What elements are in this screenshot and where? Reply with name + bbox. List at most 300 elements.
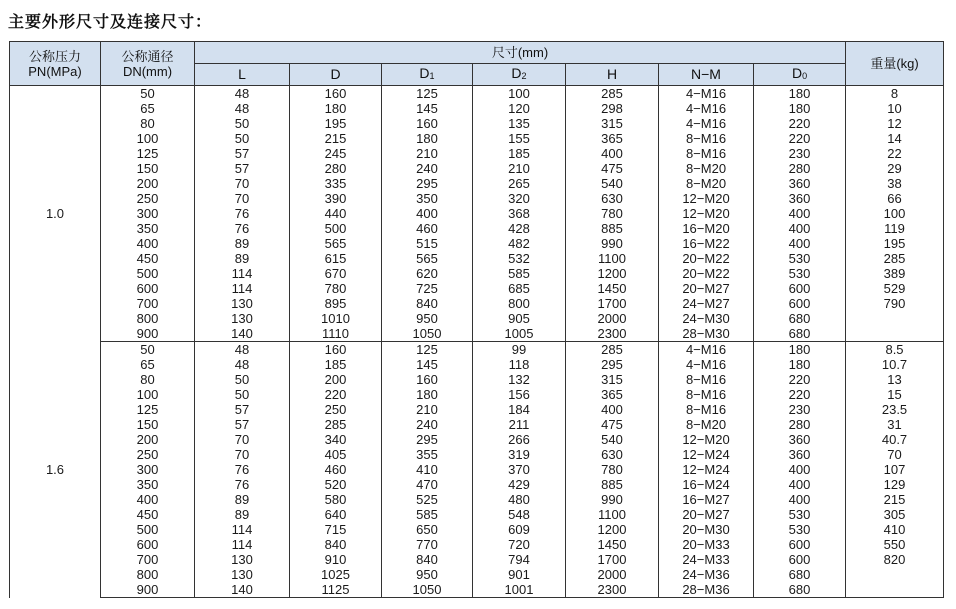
- table-cell: 130: [195, 552, 290, 567]
- table-cell: 130: [195, 296, 290, 311]
- table-cell: 365: [566, 131, 659, 146]
- table-cell: 360: [754, 191, 846, 206]
- table-cell: 295: [566, 357, 659, 372]
- table-cell: 428: [473, 221, 566, 236]
- table-cell: 8−M16: [659, 387, 754, 402]
- table-cell: 145: [382, 101, 473, 116]
- table-cell: 460: [382, 221, 473, 236]
- table-cell: 725: [382, 281, 473, 296]
- col-header-subscript: 2: [521, 70, 527, 81]
- table-cell: 185: [290, 357, 382, 372]
- table-cell: 565: [290, 236, 382, 251]
- table-cell: 400: [566, 402, 659, 417]
- table-cell: 580: [290, 492, 382, 507]
- table-cell: 990: [566, 492, 659, 507]
- table-row: [10, 507, 944, 522]
- table-cell: 16−M22: [659, 236, 754, 251]
- table-cell: 298: [566, 101, 659, 116]
- table-cell: 482: [473, 236, 566, 251]
- table-row: [10, 522, 944, 537]
- col-header-label: H: [606, 66, 618, 82]
- table-cell: 215: [290, 131, 382, 146]
- table-cell: 135: [473, 116, 566, 131]
- col-header-subscript: 0: [802, 70, 808, 81]
- table-cell: [846, 567, 944, 582]
- table-cell: 500: [101, 266, 195, 281]
- table-cell: 550: [846, 537, 944, 552]
- table-cell: 20−M22: [659, 266, 754, 281]
- table-cell: [846, 326, 944, 342]
- table-cell: 2300: [566, 326, 659, 342]
- table-row: [10, 86, 944, 102]
- table-cell: 10.7: [846, 357, 944, 372]
- table-cell: 440: [290, 206, 382, 221]
- table-cell: 615: [290, 251, 382, 266]
- pressure-cell: 1.6: [10, 342, 101, 598]
- table-cell: 57: [195, 417, 290, 432]
- table-cell: 250: [290, 402, 382, 417]
- table-cell: 700: [101, 296, 195, 311]
- table-cell: 120: [473, 101, 566, 116]
- table-cell: 4−M16: [659, 101, 754, 116]
- table-cell: 50: [101, 342, 195, 358]
- table-row: [10, 387, 944, 402]
- table-row: [10, 477, 944, 492]
- table-cell: 600: [754, 552, 846, 567]
- table-cell: 140: [195, 582, 290, 598]
- table-cell: 800: [473, 296, 566, 311]
- table-cell: 630: [566, 191, 659, 206]
- table-cell: 780: [290, 281, 382, 296]
- table-cell: 70: [195, 447, 290, 462]
- table-cell: 315: [566, 372, 659, 387]
- pn-header-line1: 公称压力: [28, 48, 81, 64]
- pn-header-line2: PN(MPa): [28, 63, 82, 79]
- table-cell: 680: [754, 582, 846, 598]
- table-cell: 700: [101, 552, 195, 567]
- table-cell: 1125: [290, 582, 382, 598]
- table-cell: 895: [290, 296, 382, 311]
- table-cell: 600: [754, 281, 846, 296]
- table-cell: 145: [382, 357, 473, 372]
- table-cell: 780: [566, 206, 659, 221]
- table-row: [10, 402, 944, 417]
- table-cell: 230: [754, 146, 846, 161]
- table-row: [10, 116, 944, 131]
- dimension-table: [9, 41, 944, 598]
- table-row: [10, 236, 944, 251]
- table-cell: 529: [846, 281, 944, 296]
- table-cell: 156: [473, 387, 566, 402]
- table-cell: 220: [754, 372, 846, 387]
- table-cell: 1050: [382, 582, 473, 598]
- table-cell: 280: [754, 161, 846, 176]
- table-cell: 285: [290, 417, 382, 432]
- table-cell: 180: [382, 387, 473, 402]
- table-cell: 12−M20: [659, 206, 754, 221]
- table-cell: 130: [195, 567, 290, 582]
- table-cell: 8−M20: [659, 161, 754, 176]
- table-cell: 50: [195, 131, 290, 146]
- table-cell: 400: [101, 236, 195, 251]
- table-cell: 100: [846, 206, 944, 221]
- table-cell: 185: [473, 146, 566, 161]
- table-cell: 10: [846, 101, 944, 116]
- table-cell: 389: [846, 266, 944, 281]
- table-cell: 285: [846, 251, 944, 266]
- table-row: [10, 251, 944, 266]
- table-row: [10, 221, 944, 236]
- table-cell: 150: [101, 417, 195, 432]
- table-cell: 125: [382, 86, 473, 102]
- table-cell: 20−M30: [659, 522, 754, 537]
- table-cell: 114: [195, 266, 290, 281]
- table-row: [10, 296, 944, 311]
- table-cell: 685: [473, 281, 566, 296]
- table-cell: 13: [846, 372, 944, 387]
- table-cell: 820: [846, 552, 944, 567]
- table-cell: 360: [754, 447, 846, 462]
- table-cell: 900: [101, 582, 195, 598]
- table-cell: 950: [382, 311, 473, 326]
- table-cell: 770: [382, 537, 473, 552]
- table-cell: 840: [382, 552, 473, 567]
- table-cell: 650: [382, 522, 473, 537]
- col-header-subscript: 1: [429, 70, 435, 81]
- table-cell: 125: [101, 402, 195, 417]
- table-cell: 57: [195, 146, 290, 161]
- table-cell: 8−M16: [659, 372, 754, 387]
- table-cell: 280: [754, 417, 846, 432]
- table-cell: 8−M16: [659, 146, 754, 161]
- table-cell: 530: [754, 507, 846, 522]
- table-cell: 400: [101, 492, 195, 507]
- table-cell: 2000: [566, 311, 659, 326]
- table-cell: 1100: [566, 251, 659, 266]
- table-cell: 2000: [566, 567, 659, 582]
- table-cell: 76: [195, 462, 290, 477]
- table-cell: 1010: [290, 311, 382, 326]
- table-cell: 80: [101, 116, 195, 131]
- table-cell: 1001: [473, 582, 566, 598]
- table-cell: 200: [101, 432, 195, 447]
- table-cell: 220: [754, 387, 846, 402]
- table-cell: 22: [846, 146, 944, 161]
- table-cell: 405: [290, 447, 382, 462]
- table-cell: 470: [382, 477, 473, 492]
- table-cell: 680: [754, 567, 846, 582]
- table-cell: 400: [754, 477, 846, 492]
- table-body: [10, 86, 944, 598]
- table-cell: 118: [473, 357, 566, 372]
- table-cell: 240: [382, 417, 473, 432]
- table-cell: 210: [382, 146, 473, 161]
- table-cell: 50: [195, 116, 290, 131]
- table-row: [10, 537, 944, 552]
- table-cell: 66: [846, 191, 944, 206]
- table-cell: 50: [195, 387, 290, 402]
- table-cell: 840: [290, 537, 382, 552]
- table-cell: 12: [846, 116, 944, 131]
- table-cell: 400: [754, 206, 846, 221]
- table-cell: 125: [382, 342, 473, 358]
- dimension-col-header: [659, 64, 754, 86]
- table-row: [10, 131, 944, 146]
- table-cell: 315: [566, 116, 659, 131]
- table-cell: 89: [195, 251, 290, 266]
- table-cell: 57: [195, 402, 290, 417]
- table-row: [10, 206, 944, 221]
- table-cell: 125: [101, 146, 195, 161]
- table-row: [10, 161, 944, 176]
- table-cell: 565: [382, 251, 473, 266]
- table-cell: 295: [382, 432, 473, 447]
- table-cell: 114: [195, 522, 290, 537]
- table-row: [10, 417, 944, 432]
- table-cell: 365: [566, 387, 659, 402]
- table-cell: 630: [566, 447, 659, 462]
- table-cell: 1025: [290, 567, 382, 582]
- table-cell: 640: [290, 507, 382, 522]
- table-cell: 1700: [566, 296, 659, 311]
- table-cell: 8: [846, 86, 944, 102]
- table-cell: 990: [566, 236, 659, 251]
- table-row: [10, 432, 944, 447]
- table-cell: 360: [754, 176, 846, 191]
- table-row: [10, 146, 944, 161]
- table-cell: 89: [195, 492, 290, 507]
- table-cell: 500: [290, 221, 382, 236]
- table-cell: 280: [290, 161, 382, 176]
- table-cell: 12−M24: [659, 447, 754, 462]
- table-cell: 400: [754, 221, 846, 236]
- dimension-col-header: [473, 64, 566, 86]
- table-cell: 160: [290, 342, 382, 358]
- table-cell: 28−M30: [659, 326, 754, 342]
- table-cell: 360: [754, 432, 846, 447]
- table-cell: 1200: [566, 266, 659, 281]
- dimension-col-header: [290, 64, 382, 86]
- table-cell: 76: [195, 221, 290, 236]
- table-cell: [846, 582, 944, 598]
- table-row: [10, 326, 944, 342]
- table-cell: 1100: [566, 507, 659, 522]
- pn-header: [10, 42, 101, 86]
- table-cell: 76: [195, 206, 290, 221]
- table-cell: 14: [846, 131, 944, 146]
- table-cell: 230: [754, 402, 846, 417]
- table-cell: 129: [846, 477, 944, 492]
- table-cell: 160: [382, 372, 473, 387]
- table-cell: 160: [290, 86, 382, 102]
- table-cell: 65: [101, 101, 195, 116]
- table-row: [10, 266, 944, 281]
- table-cell: 450: [101, 507, 195, 522]
- table-cell: 20−M27: [659, 281, 754, 296]
- table-cell: 20−M33: [659, 537, 754, 552]
- table-cell: 1450: [566, 537, 659, 552]
- table-row: [10, 582, 944, 598]
- table-cell: 715: [290, 522, 382, 537]
- table-row: [10, 447, 944, 462]
- table-cell: 70: [195, 432, 290, 447]
- table-cell: 200: [290, 372, 382, 387]
- table-cell: 12−M20: [659, 191, 754, 206]
- table-cell: 1450: [566, 281, 659, 296]
- table-cell: 89: [195, 507, 290, 522]
- table-cell: 40.7: [846, 432, 944, 447]
- table-cell: 1110: [290, 326, 382, 342]
- table-cell: 319: [473, 447, 566, 462]
- table-cell: 400: [754, 462, 846, 477]
- table-cell: 132: [473, 372, 566, 387]
- table-cell: 265: [473, 176, 566, 191]
- dimension-group-header: 尺寸(mm): [195, 42, 846, 64]
- table-cell: 195: [290, 116, 382, 131]
- table-cell: 180: [754, 342, 846, 358]
- table-cell: 548: [473, 507, 566, 522]
- table-row: [10, 311, 944, 326]
- table-cell: 16−M27: [659, 492, 754, 507]
- table-cell: 295: [382, 176, 473, 191]
- col-header-label: D: [419, 64, 430, 81]
- table-cell: 475: [566, 161, 659, 176]
- table-cell: 780: [566, 462, 659, 477]
- table-cell: 245: [290, 146, 382, 161]
- table-cell: 4−M16: [659, 342, 754, 358]
- table-cell: 350: [101, 221, 195, 236]
- dn-header-line2: DN(mm): [122, 63, 173, 79]
- table-cell: 38: [846, 176, 944, 191]
- table-cell: 15: [846, 387, 944, 402]
- table-cell: 24−M30: [659, 311, 754, 326]
- table-cell: 885: [566, 477, 659, 492]
- table-cell: 450: [101, 251, 195, 266]
- table-cell: 800: [101, 567, 195, 582]
- table-cell: 250: [101, 191, 195, 206]
- table-header: [10, 42, 944, 86]
- table-cell: 368: [473, 206, 566, 221]
- table-cell: 65: [101, 357, 195, 372]
- table-cell: 515: [382, 236, 473, 251]
- col-header-label: N−M: [691, 66, 721, 82]
- table-cell: 50: [195, 372, 290, 387]
- table-cell: 266: [473, 432, 566, 447]
- table-cell: 250: [101, 447, 195, 462]
- table-cell: 500: [101, 522, 195, 537]
- table-cell: 300: [101, 462, 195, 477]
- table-cell: 20−M22: [659, 251, 754, 266]
- table-cell: 23.5: [846, 402, 944, 417]
- table-cell: [846, 311, 944, 326]
- table-cell: 390: [290, 191, 382, 206]
- table-cell: 184: [473, 402, 566, 417]
- table-cell: 76: [195, 477, 290, 492]
- table-cell: 532: [473, 251, 566, 266]
- table-row: [10, 372, 944, 387]
- table-cell: 400: [382, 206, 473, 221]
- dimension-col-header: [382, 64, 473, 86]
- table-cell: 211: [473, 417, 566, 432]
- table-cell: 680: [754, 326, 846, 342]
- table-cell: 355: [382, 447, 473, 462]
- table-cell: 50: [101, 86, 195, 102]
- table-cell: 600: [101, 281, 195, 296]
- table-cell: 29: [846, 161, 944, 176]
- table-row: [10, 552, 944, 567]
- table-cell: 790: [846, 296, 944, 311]
- table-cell: 4−M16: [659, 116, 754, 131]
- table-cell: 31: [846, 417, 944, 432]
- table-cell: 1200: [566, 522, 659, 537]
- table-cell: 16−M20: [659, 221, 754, 236]
- table-cell: 100: [101, 131, 195, 146]
- table-cell: 400: [754, 236, 846, 251]
- col-header-label: D: [511, 64, 522, 81]
- table-row: [10, 281, 944, 296]
- col-header-label: L: [238, 66, 246, 82]
- table-cell: 107: [846, 462, 944, 477]
- table-cell: 305: [846, 507, 944, 522]
- table-cell: 1700: [566, 552, 659, 567]
- dimension-col-header: [195, 64, 290, 86]
- table-cell: 150: [101, 161, 195, 176]
- table-row: [10, 191, 944, 206]
- table-cell: 8−M20: [659, 417, 754, 432]
- table-cell: 8−M16: [659, 131, 754, 146]
- table-cell: 210: [473, 161, 566, 176]
- table-cell: 350: [382, 191, 473, 206]
- table-cell: 680: [754, 311, 846, 326]
- table-cell: 410: [846, 522, 944, 537]
- table-row: [10, 342, 944, 358]
- table-cell: 100: [473, 86, 566, 102]
- table-cell: 180: [290, 101, 382, 116]
- table-cell: 600: [101, 537, 195, 552]
- table-cell: 885: [566, 221, 659, 236]
- table-cell: 525: [382, 492, 473, 507]
- table-cell: 540: [566, 176, 659, 191]
- table-row: [10, 462, 944, 477]
- table-cell: 600: [754, 296, 846, 311]
- table-cell: 4−M16: [659, 86, 754, 102]
- table-cell: 300: [101, 206, 195, 221]
- table-cell: 195: [846, 236, 944, 251]
- table-cell: 220: [754, 116, 846, 131]
- table-cell: 210: [382, 402, 473, 417]
- table-cell: 119: [846, 221, 944, 236]
- table-cell: 1050: [382, 326, 473, 342]
- table-cell: 48: [195, 342, 290, 358]
- table-cell: 400: [566, 146, 659, 161]
- table-cell: 620: [382, 266, 473, 281]
- table-cell: 24−M33: [659, 552, 754, 567]
- table-cell: 840: [382, 296, 473, 311]
- table-cell: 130: [195, 311, 290, 326]
- table-cell: 340: [290, 432, 382, 447]
- table-cell: 540: [566, 432, 659, 447]
- table-cell: 89: [195, 236, 290, 251]
- table-cell: 200: [101, 176, 195, 191]
- table-row: [10, 492, 944, 507]
- table-cell: 99: [473, 342, 566, 358]
- table-cell: 180: [754, 357, 846, 372]
- table-cell: 794: [473, 552, 566, 567]
- table-cell: 901: [473, 567, 566, 582]
- table-cell: 220: [754, 131, 846, 146]
- table-cell: 240: [382, 161, 473, 176]
- table-cell: 8−M16: [659, 402, 754, 417]
